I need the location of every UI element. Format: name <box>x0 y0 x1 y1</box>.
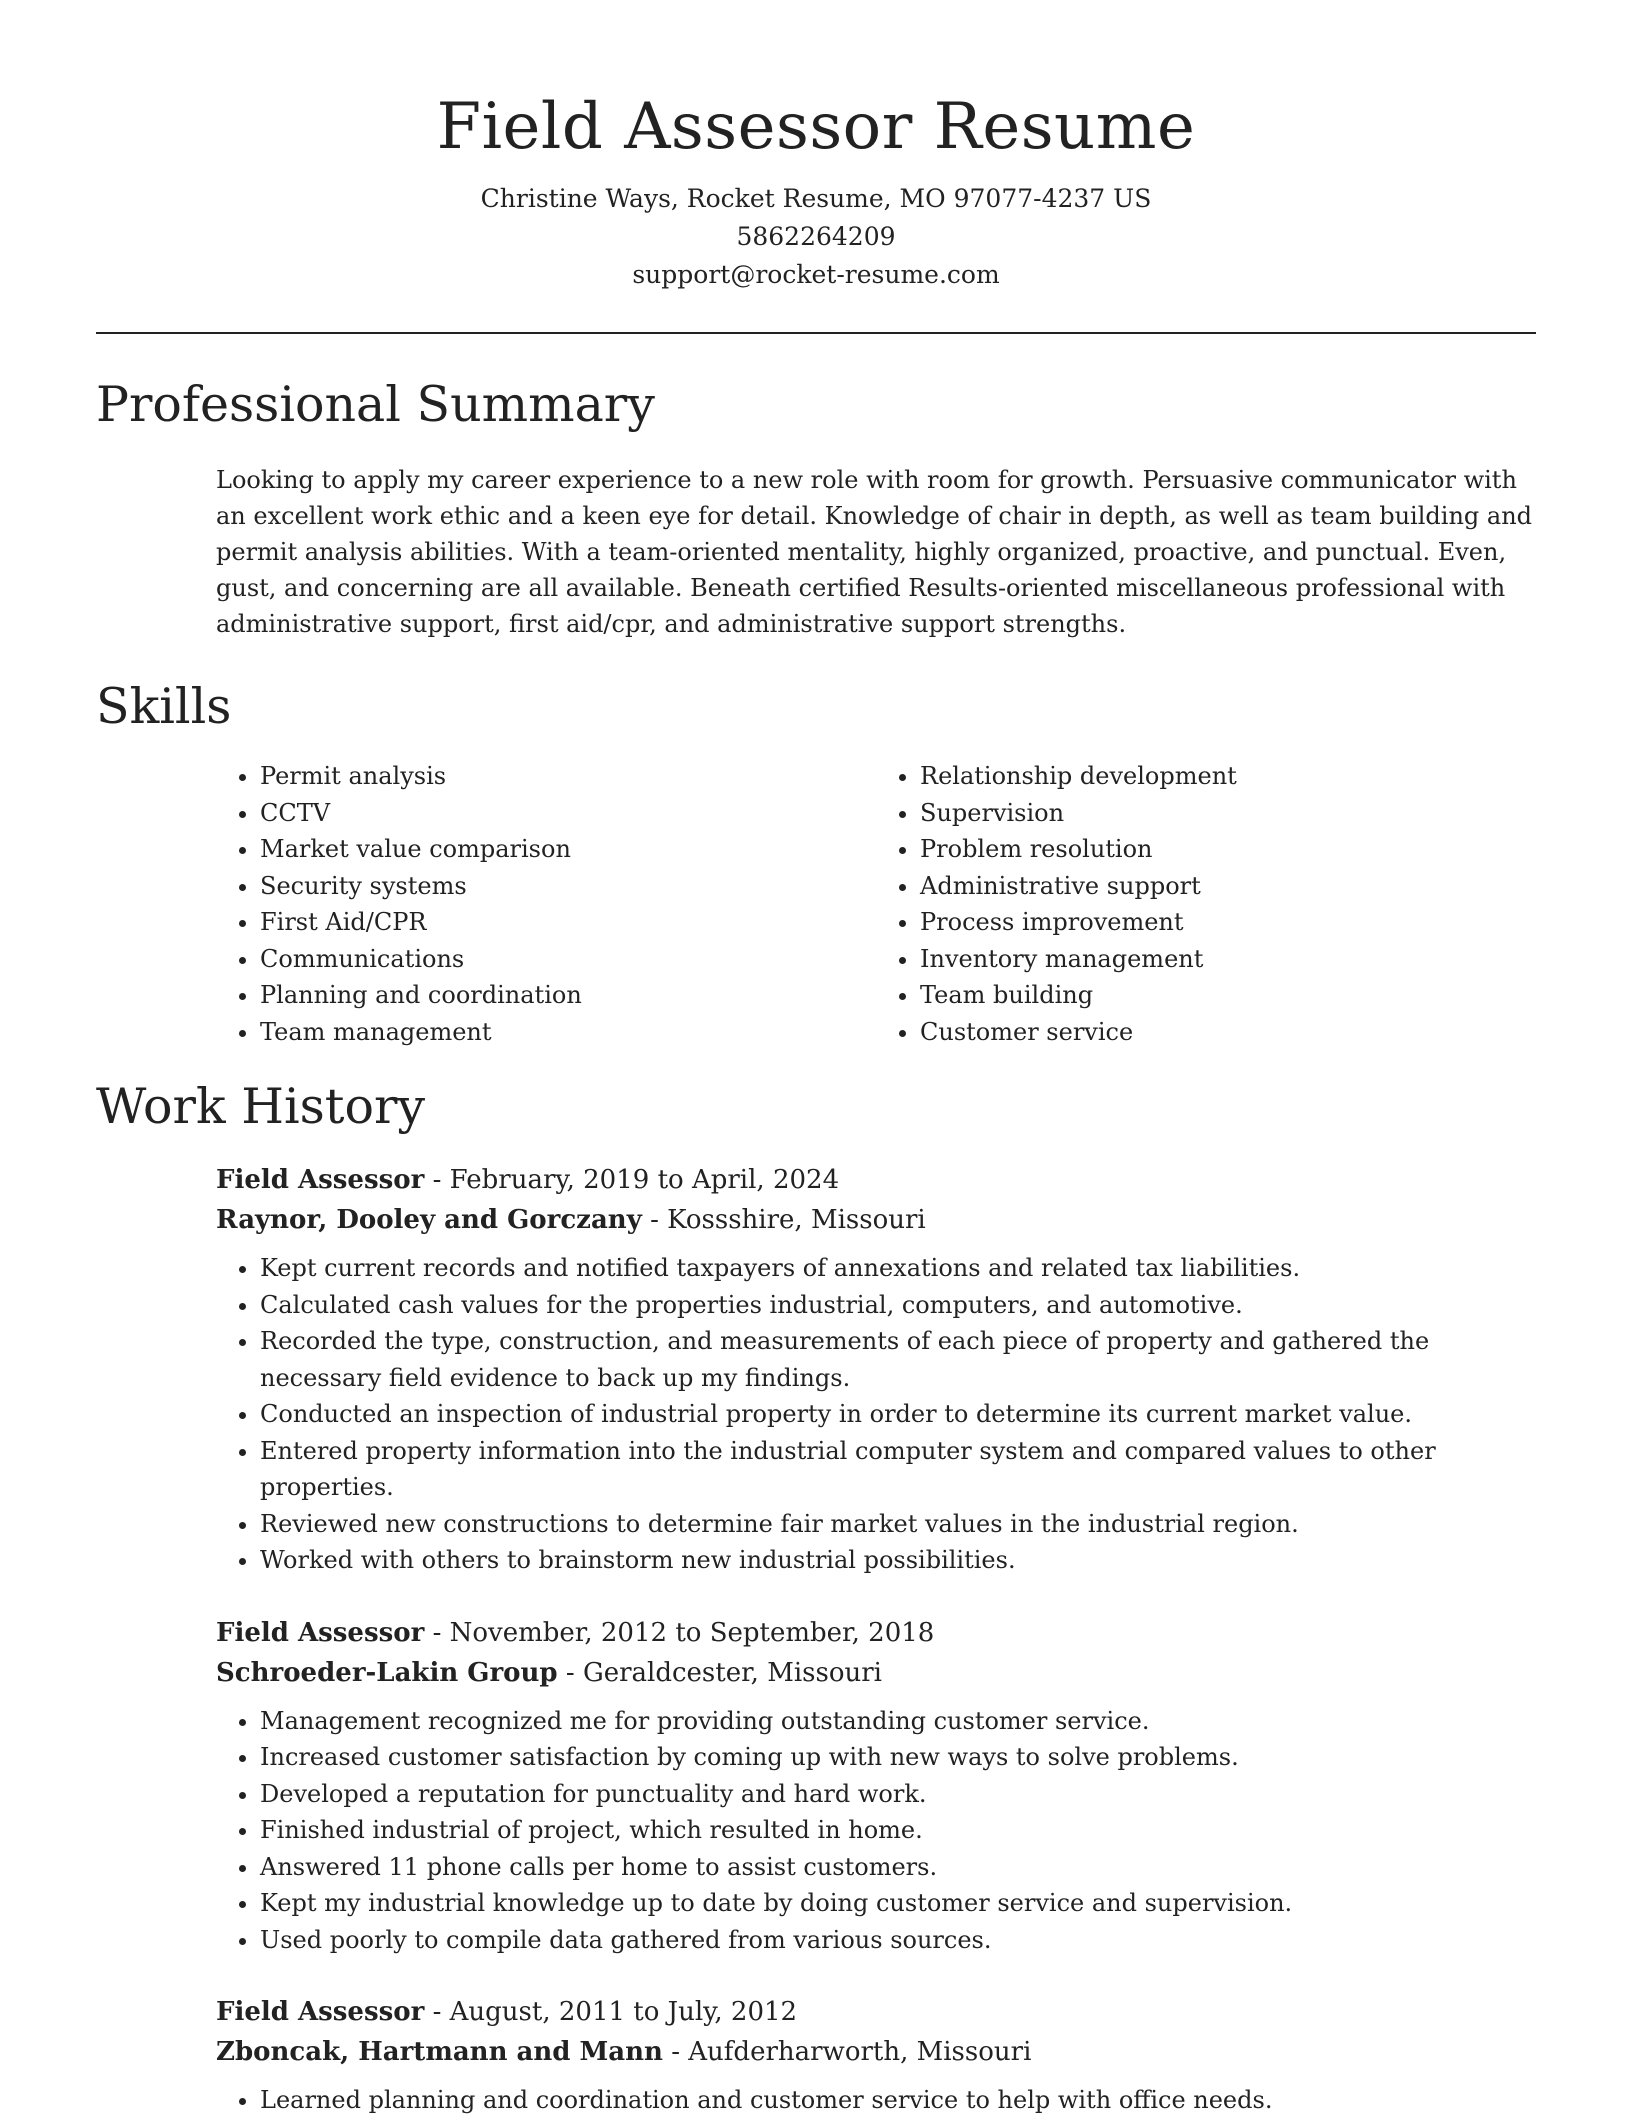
resume-page <box>96 0 1536 2119</box>
job-company-line <box>216 1200 1536 1240</box>
resume-title: Field Assessor Resume <box>436 90 1196 164</box>
job-entry <box>216 1160 1536 1579</box>
skill-item: • Planning and coordination <box>260 977 876 1014</box>
job-bullet: • Learned planning and coordination and customer service to help with office needs. <box>260 2082 1536 2119</box>
job-bullet: • Recorded the type, construction, and measurements of each piece of property and gathered the necessary field evidence to back up my findings. <box>260 1323 1536 1396</box>
skill-item: • Relationship development <box>920 758 1536 795</box>
job-dates: November, 2012 to September, 2018 <box>449 1617 935 1648</box>
job-company: Schroeder-Lakin Group <box>216 1657 558 1688</box>
skill-item: • Process improvement <box>920 904 1536 941</box>
skill-item: • First Aid/CPR <box>260 904 876 941</box>
contact-phone: 5862264209 <box>736 222 896 251</box>
skills-column-right <box>876 758 1536 1050</box>
job-entry <box>216 1613 1536 1959</box>
header-divider <box>96 332 1536 334</box>
skills-column-left <box>216 758 876 1050</box>
job-company: Zboncak, Hartmann and Mann <box>216 2037 663 2067</box>
job-separator: - <box>432 1997 450 2027</box>
summary-heading: Professional Summary <box>96 376 655 433</box>
job-bullet: • Kept my industrial knowledge up to date by doing customer service and supervision. <box>260 1885 1536 1922</box>
job-company: Raynor, Dooley and Gorczany <box>216 1205 642 1235</box>
skill-item: • Permit analysis <box>260 758 876 795</box>
skill-item: • Customer service <box>920 1014 1536 1051</box>
skill-item: • Team management <box>260 1014 876 1051</box>
skill-item: • Market value comparison <box>260 831 876 868</box>
skill-item: • Team building <box>920 977 1536 1014</box>
job-separator: - <box>650 1205 668 1235</box>
skills-heading: Skills <box>96 678 232 735</box>
job-title-line <box>216 1613 1536 1653</box>
job-location: Aufderharworth, Missouri <box>688 2037 1032 2067</box>
job-company-line <box>216 1653 1536 1693</box>
job-dates: February, 2019 to April, 2024 <box>449 1165 840 1195</box>
job-bullets <box>216 1703 1536 1959</box>
job-dates: August, 2011 to July, 2012 <box>449 1997 798 2027</box>
job-title-line <box>216 1992 1536 2032</box>
job-bullet: • Worked with others to brainstorm new industrial possibilities. <box>260 1542 1536 1579</box>
skill-item: • Communications <box>260 941 876 978</box>
job-bullet: • Developed a reputation for punctuality and hard work. <box>260 1776 1536 1813</box>
job-title-line <box>216 1160 1536 1200</box>
job-location: Geraldcester, Missouri <box>582 1657 882 1688</box>
job-entry <box>216 1992 1536 2119</box>
resume-header <box>96 0 1536 294</box>
job-location: Kossshire, Missouri <box>667 1205 926 1235</box>
job-bullet: • Calculated cash values for the properties industrial, computers, and automotive. <box>260 1287 1536 1324</box>
job-separator: - <box>671 2037 689 2067</box>
job-role: Field Assessor <box>216 1617 425 1648</box>
job-bullet: • Management recognized me for providing outstanding customer service. <box>260 1703 1536 1740</box>
work-history-heading: Work History <box>96 1078 426 1135</box>
contact-address: Christine Ways, Rocket Resume, MO 97077-4237 US <box>480 184 1152 213</box>
skill-item: • Administrative support <box>920 868 1536 905</box>
job-bullet: • Entered property information into the industrial computer system and compared values to other properties. <box>260 1433 1536 1506</box>
job-role: Field Assessor <box>216 1997 425 2027</box>
job-bullet: • Reviewed new constructions to determine fair market values in the industrial region. <box>260 1506 1536 1543</box>
job-bullets <box>216 2082 1536 2119</box>
contact-email: support@rocket-resume.com <box>632 260 1000 289</box>
skill-item: • Security systems <box>260 868 876 905</box>
job-bullet: • Answered 11 phone calls per home to assist customers. <box>260 1849 1536 1886</box>
job-separator: - <box>432 1165 450 1195</box>
job-role: Field Assessor <box>216 1165 425 1195</box>
skill-item: • Inventory management <box>920 941 1536 978</box>
skills-grid <box>216 758 1536 1050</box>
job-separator: - <box>565 1657 583 1688</box>
job-company-line <box>216 2032 1536 2072</box>
skill-item: • CCTV <box>260 795 876 832</box>
job-bullet: • Used poorly to compile data gathered from various sources. <box>260 1922 1536 1959</box>
job-bullet: • Increased customer satisfaction by coming up with new ways to solve problems. <box>260 1739 1536 1776</box>
job-separator: - <box>432 1617 450 1648</box>
skill-item: • Supervision <box>920 795 1536 832</box>
summary-text: Looking to apply my career experience to a new role with room for growth. Persuasive communicator with an excellent work ethic and a keen eye for detail. Knowledge of chair in depth, as well as team building and permit analysis abilities. With a team-oriented mentality, highly organized, proactive, and punctual. Even, gust, and concerning are all available. Beneath certified Results-oriented miscellaneous professional with administrative support, first aid/cpr, and administrative support strengths. <box>216 466 1533 638</box>
job-bullet: • Finished industrial of project, which resulted in home. <box>260 1812 1536 1849</box>
job-bullet: • Conducted an inspection of industrial property in order to determine its current market value. <box>260 1396 1536 1433</box>
job-bullets <box>216 1250 1536 1579</box>
skill-item: • Problem resolution <box>920 831 1536 868</box>
job-bullet: • Kept current records and notified taxpayers of annexations and related tax liabilities. <box>260 1250 1536 1287</box>
